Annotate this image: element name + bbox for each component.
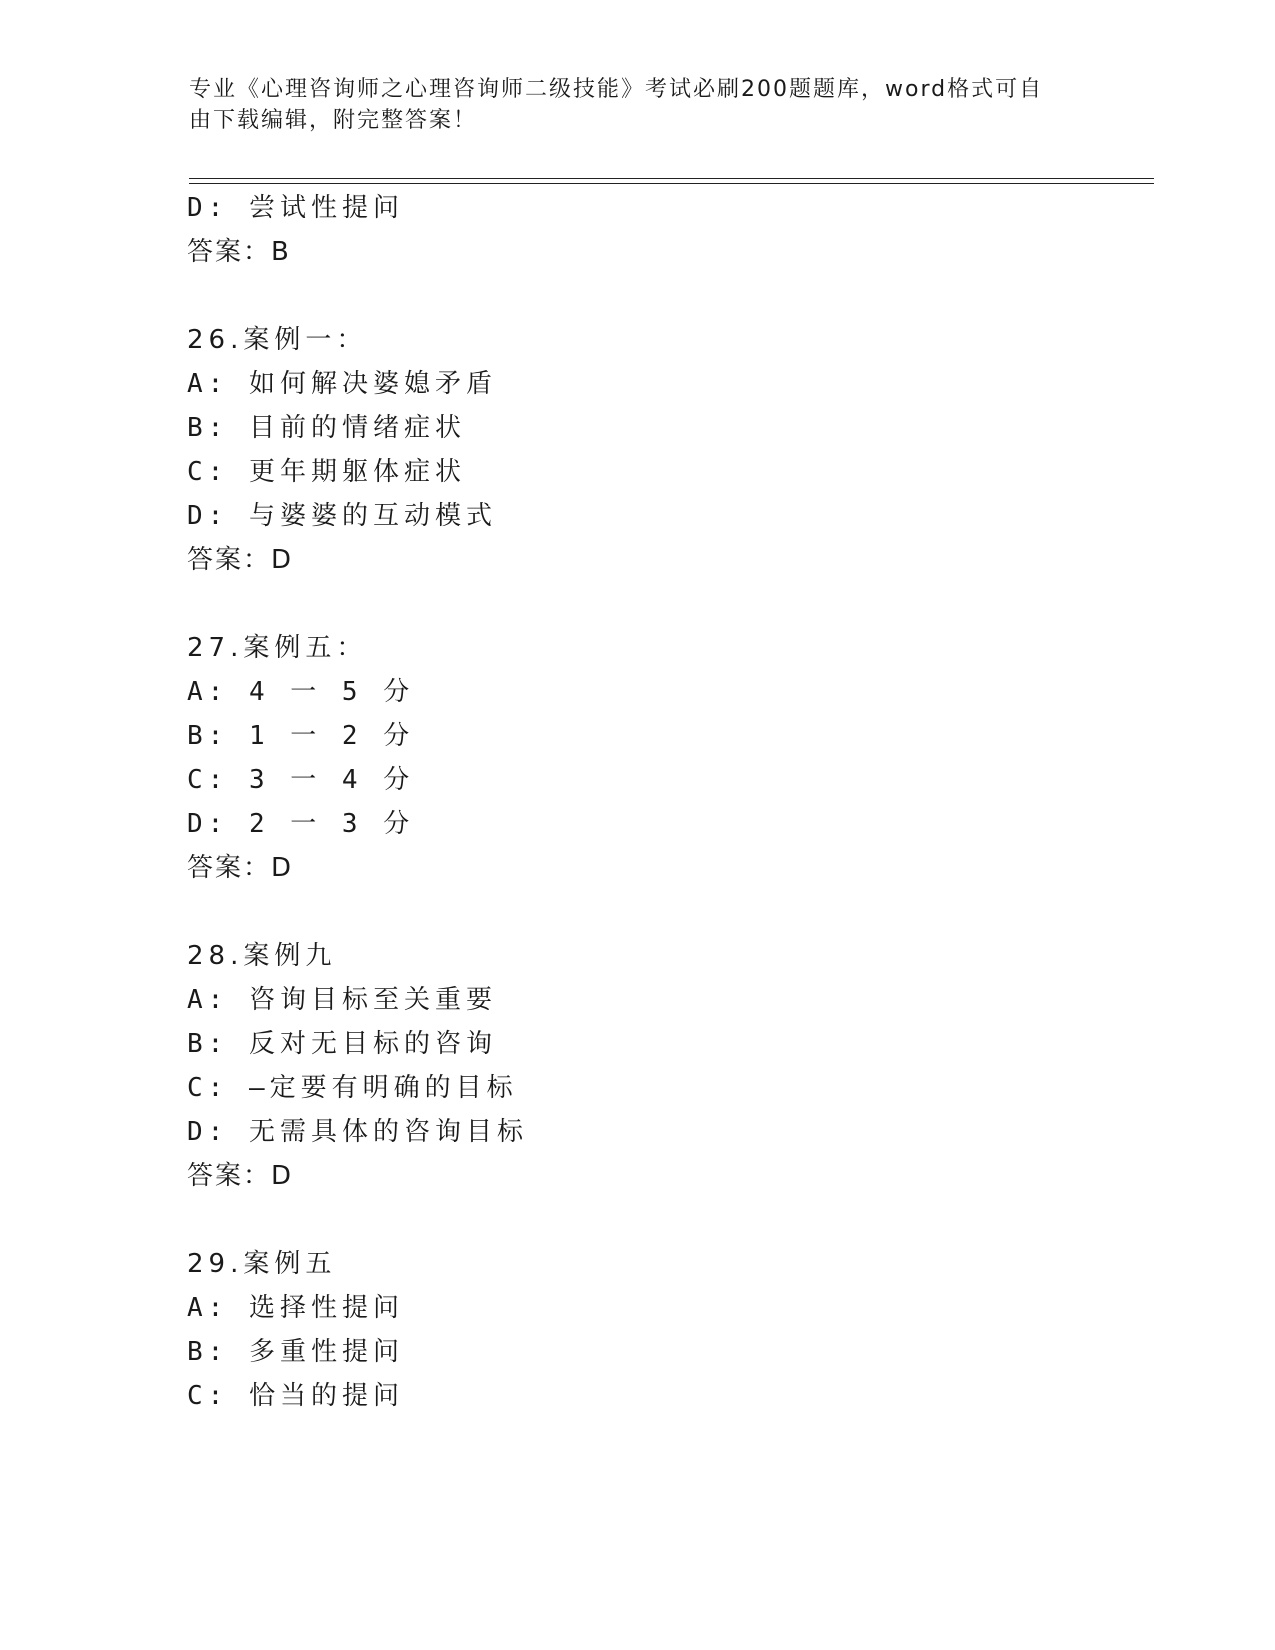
q26-answer: 答案：D — [187, 545, 294, 575]
q27-option-b: B: 1 一 2 分 — [187, 721, 415, 751]
q28-option-c: C: —定要有明确的目标 — [187, 1073, 518, 1103]
q28-title: 28.案例九 — [187, 941, 337, 971]
q28-option-b: B: 反对无目标的咨询 — [187, 1029, 497, 1059]
q29-option-a: A: 选择性提问 — [187, 1293, 404, 1323]
q27-option-d: D: 2 一 3 分 — [187, 809, 415, 839]
q27-title: 27.案例五： — [187, 633, 368, 663]
document-header — [189, 74, 1069, 136]
header-line-2: 由下载编辑，附完整答案！ — [189, 108, 478, 133]
prev-option-d: D: 尝试性提问 — [187, 193, 404, 223]
q28-answer: 答案：D — [187, 1161, 294, 1191]
q26-title: 26.案例一： — [187, 325, 368, 355]
header-line-1: 专业《心理咨询师之心理咨询师二级技能》考试必刷200题题库，word格式可自 — [189, 77, 1044, 102]
q27-option-a: A: 4 一 5 分 — [187, 677, 415, 707]
q29-option-c: C: 恰当的提问 — [187, 1381, 404, 1411]
q27-answer: 答案：D — [187, 853, 294, 883]
q26-option-d: D: 与婆婆的互动模式 — [187, 501, 497, 531]
prev-answer: 答案：B — [187, 237, 291, 267]
q29-option-b: B: 多重性提问 — [187, 1337, 404, 1367]
header-rule-top — [189, 178, 1154, 179]
q29-title: 29.案例五 — [187, 1249, 337, 1279]
q26-option-a: A: 如何解决婆媳矛盾 — [187, 369, 497, 399]
q28-option-d: D: 无需具体的咨询目标 — [187, 1117, 528, 1147]
q27-option-c: C: 3 一 4 分 — [187, 765, 415, 795]
q28-option-a: A: 咨询目标至关重要 — [187, 985, 497, 1015]
header-rule-bottom — [189, 183, 1154, 184]
q26-option-b: B: 目前的情绪症状 — [187, 413, 466, 443]
q26-option-c: C: 更年期躯体症状 — [187, 457, 466, 487]
